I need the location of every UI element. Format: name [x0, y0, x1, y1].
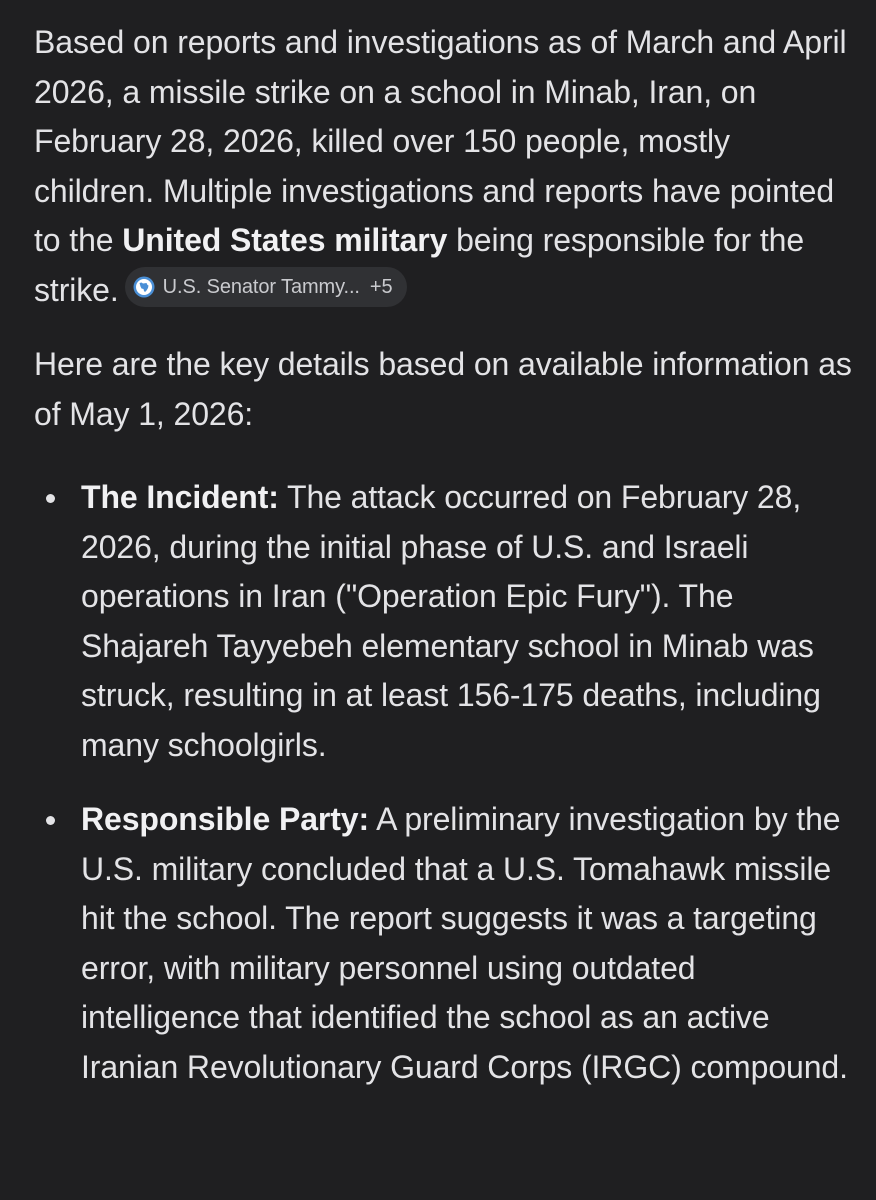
list-item-responsible-party — [34, 795, 854, 1092]
response-body — [34, 18, 854, 1092]
bullet-dot — [46, 816, 55, 825]
list-item-label: The Incident: — [81, 479, 279, 515]
bullet-dot — [46, 494, 55, 503]
list-item-text: A preliminary investigation by the U.S. military concluded that a U.S. Tomahawk missile hit the school. The report suggests it was a targeting error, with military personnel using outdated intelligence that identified the school as an active Iranian Revolutionary Guard Corps (IRGC) compound. — [81, 801, 848, 1085]
intro-text-end: being responsible for the strike. — [34, 222, 805, 308]
lead-in-paragraph: Here are the key details based on available information as of May 1, 2026: — [34, 346, 852, 432]
source-chip[interactable] — [125, 267, 407, 307]
list-item-label: Responsible Party: — [81, 801, 370, 837]
intro-text: Based on reports and investigations as of March and April 2026, a missile strike on a school in Minab, Iran, on February 28, 2026, killed over 150 people, mostly children. Multiple investigations and reports have pointed to the — [34, 24, 847, 258]
wisconsin-seal-icon — [133, 276, 155, 298]
list-item-text: The attack occurred on February 28, 2026, during the initial phase of U.S. and Israeli operations in Iran ("Operation Epic Fury"). The Shajareh Tayyebeh elementary school in Minab was struck, resulting in at least 156-175 deaths, including many schoolgirls. — [81, 479, 821, 763]
intro-paragraph — [34, 18, 854, 315]
source-chip-label: U.S. Senator Tammy... — [162, 275, 360, 298]
source-chip-more: +5 — [369, 275, 393, 298]
list-item-incident — [34, 473, 854, 770]
details-list — [34, 473, 854, 1092]
intro-bold-text: United States military — [122, 222, 448, 258]
